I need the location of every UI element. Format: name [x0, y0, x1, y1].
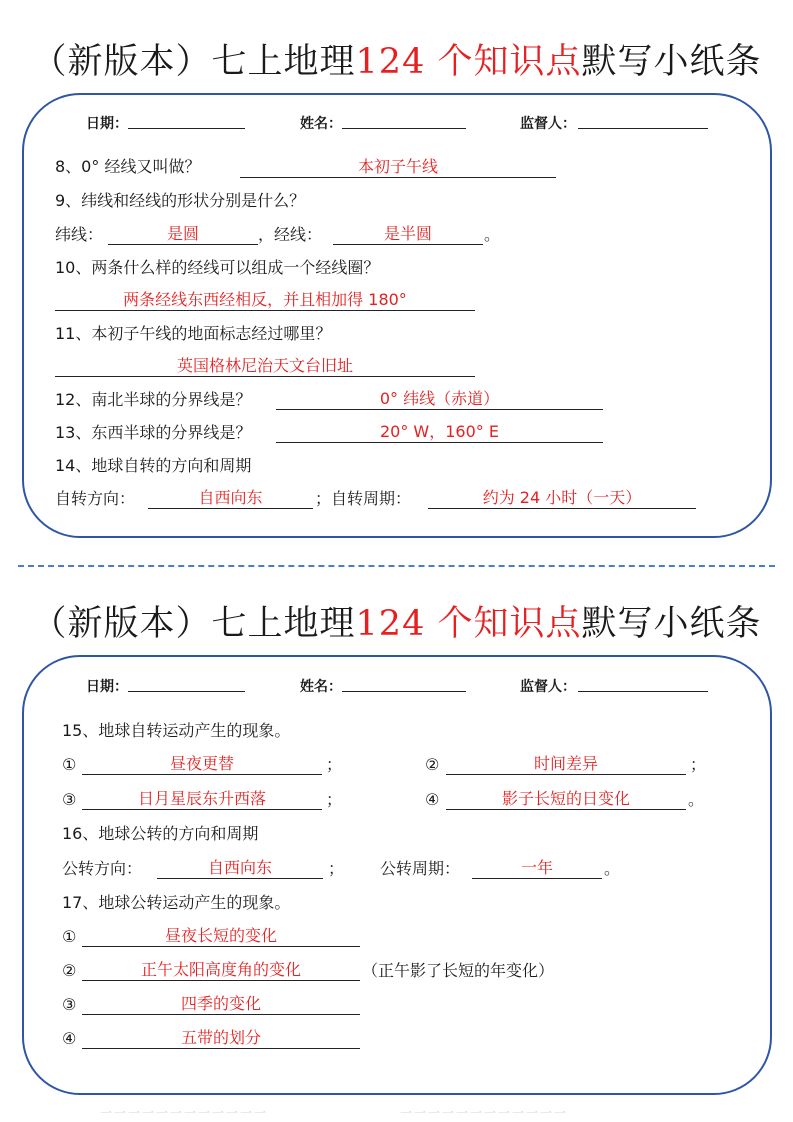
page-title-2	[0, 596, 793, 646]
footer-ghost-right: 一一一一一一一一一一一一	[400, 1106, 569, 1120]
title-prefix: （新版本）七上地理	[31, 42, 356, 82]
answer-10: 两条经线东西经相反，并且相加得 180°	[55, 290, 475, 311]
separator: ；	[328, 859, 345, 878]
answer-15-4: 影子长短的日变化	[446, 789, 686, 810]
answer-15-1: 昼夜更替	[82, 754, 322, 775]
answer-15-3: 日月星辰东升西落	[82, 789, 322, 810]
question-15: 15、地球自转运动产生的现象。	[62, 721, 291, 740]
answer-17-2: 正午太阳高度角的变化	[82, 960, 360, 981]
question-13: 13、东西半球的分界线是？	[55, 423, 252, 442]
answer-14-period: 约为 24 小时（一天）	[428, 488, 696, 509]
answer-8: 本初子午线	[240, 157, 556, 178]
question-12: 12、南北半球的分界线是？	[55, 390, 252, 409]
rotation-direction-label: 自转方向：	[55, 489, 136, 508]
separator: ；	[326, 755, 343, 774]
question-8: 8、0° 经线又叫做？	[55, 157, 201, 176]
rotation-period-label: ；自转周期：	[315, 489, 412, 508]
answer-13: 20° W，160° E	[276, 422, 603, 443]
marker-2: ②	[425, 755, 440, 774]
supervisor-field[interactable]	[578, 128, 708, 129]
marker-2: ②	[62, 961, 77, 980]
supervisor-field[interactable]	[578, 691, 708, 692]
period-mark: 。	[604, 859, 621, 878]
answer-9-latitude: 是圆	[108, 224, 258, 245]
period-mark: 。	[688, 790, 705, 809]
date-label: 日期：	[86, 679, 128, 695]
supervisor-label: 监督人：	[520, 679, 576, 695]
cut-line	[18, 565, 775, 567]
question-14: 14、地球自转的方向和周期	[55, 456, 252, 475]
answer-17-3: 四季的变化	[82, 994, 360, 1015]
name-field[interactable]	[342, 128, 466, 129]
date-field[interactable]	[128, 128, 245, 129]
answer-17-1: 昼夜长短的变化	[82, 926, 360, 947]
page-title-1	[0, 34, 793, 84]
name-label: 姓名：	[300, 679, 342, 695]
answer-16-period: 一年	[472, 858, 602, 879]
footer-ghost-left: 一一一一一一一一一一一一	[100, 1106, 269, 1120]
name-label: 姓名：	[300, 116, 342, 132]
marker-1: ①	[62, 927, 77, 946]
question-17: 17、地球公转运动产生的现象。	[62, 893, 291, 912]
question-11: 11、本初子午线的地面标志经过哪里？	[55, 324, 332, 343]
title-prefix: （新版本）七上地理	[31, 604, 356, 644]
marker-4: ④	[62, 1029, 77, 1048]
marker-3: ③	[62, 995, 77, 1014]
period-mark: 。	[484, 225, 501, 244]
name-field[interactable]	[342, 691, 466, 692]
answer-17-2-note: （正午影了长短的年变化）	[362, 961, 555, 980]
question-10: 10、两条什么样的经线可以组成一个经线圈？	[55, 258, 380, 277]
answer-9-longitude: 是半圆	[333, 224, 483, 245]
answer-11: 英国格林尼治天文台旧址	[55, 356, 475, 377]
answer-14-direction: 自西向东	[148, 488, 313, 509]
separator: ；	[326, 790, 343, 809]
separator: ；	[690, 755, 707, 774]
marker-1: ①	[62, 755, 77, 774]
title-suffix: 默写小纸条	[581, 604, 762, 644]
supervisor-label: 监督人：	[520, 116, 576, 132]
latitude-label: 纬线：	[55, 225, 104, 244]
marker-3: ③	[62, 790, 77, 809]
answer-17-4: 五带的划分	[82, 1028, 360, 1049]
title-suffix: 默写小纸条	[581, 42, 762, 82]
question-16: 16、地球公转的方向和周期	[62, 824, 259, 843]
title-highlight: 124 个知识点	[355, 604, 582, 644]
revolution-direction-label: 公转方向：	[62, 859, 143, 878]
answer-15-2: 时间差异	[446, 754, 686, 775]
revolution-period-label: 公转周期：	[380, 859, 461, 878]
question-9: 9、纬线和经线的形状分别是什么？	[55, 191, 306, 210]
marker-4: ④	[425, 790, 440, 809]
date-field[interactable]	[128, 691, 245, 692]
title-highlight: 124 个知识点	[355, 42, 582, 82]
date-label: 日期：	[86, 116, 128, 132]
answer-16-direction: 自西向东	[157, 858, 323, 879]
longitude-label: ，经线：	[258, 225, 323, 244]
answer-12: 0° 纬线（赤道）	[276, 389, 603, 410]
